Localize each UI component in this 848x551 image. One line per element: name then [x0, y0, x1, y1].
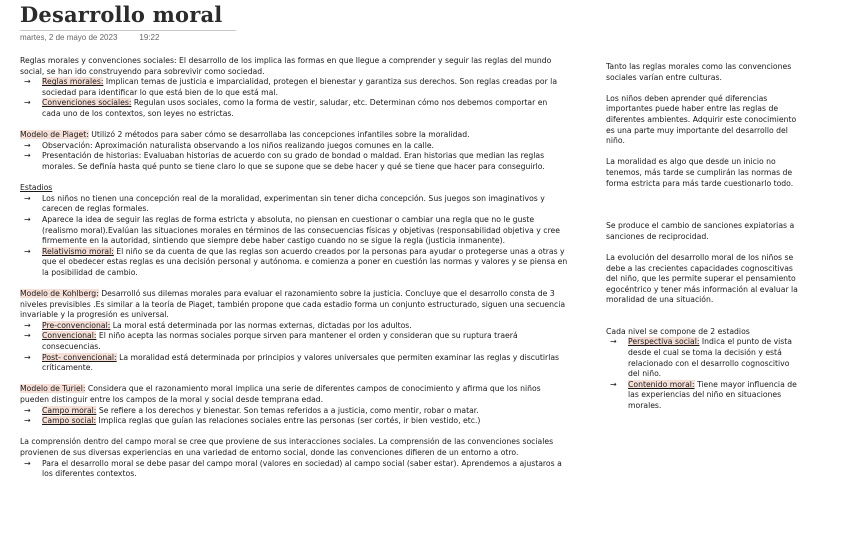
arrow-icon: →	[24, 214, 31, 224]
list-item-text: El niño se da cuenta de que las reglas son acuerdo creados por la personas para ayudar o protegerse unas a otras y que el obedecer estas reglas es una decisión personal y autónoma. e comienza a poner en cuestión las normas y valores y se piensa en la posibilidad de cambio.	[42, 246, 568, 277]
list-item	[20, 141, 568, 152]
list-item	[20, 247, 568, 279]
side-note: La moralidad es algo que desde un inicio no tenemos, más tarde se cumplirán las normas de forma estricta para más tarde cuestionarlo todo.	[606, 157, 794, 188]
arrow-icon: →	[24, 352, 31, 362]
conclusion-paragraph: La comprensión dentro del campo moral se cree que proviene de sus interacciones sociales. La comprensión de las convenciones sociales provienen de sus diversas experiencias en una variedad de entorno social, donde las convenciones difieren de un entorno a otro.	[20, 437, 554, 457]
arrow-icon: →	[610, 337, 617, 347]
kohlberg-paragraph	[20, 289, 568, 321]
arrow-icon: →	[24, 140, 31, 150]
list-item	[20, 353, 568, 374]
list-item-text: La moralidad está determinada por principios y valores universales que permiten examinar las reglas y discutirlas críticamente.	[42, 352, 560, 373]
list-item-text: Presentación de historias: Evaluaban historias de acuerdo con su grado de bondad o maldad. Eran historias que median las reglas morales. Se definía hasta qué punto se tiene claro lo que se supone que se debe hacer y qué se tiene que hacer para conseguirlo.	[42, 151, 545, 171]
list-item-text: Se refiere a los derechos y bienestar. Son temas referidos a a justicia, como mentir, robar o matar.	[96, 405, 479, 415]
turiel-paragraph	[20, 384, 568, 405]
side-note: La evolución del desarrollo moral de los niños se debe a las crecientes capacidades cognoscitivas del niño, que les permite superar el pensamiento egocéntrico y tener más información al evaluar la moralidad de una situación.	[606, 252, 798, 305]
piaget-text: Utilizó 2 métodos para saber cómo se desarrollaba las concepciones infantiles sobre la moralidad.	[88, 130, 470, 140]
term-turiel: Modelo de Turiel:	[20, 384, 86, 394]
list-item	[606, 380, 798, 412]
list-item-text: El niño acepta las normas sociales porque sirven para mantener el orden y consideran que su ruptura traerá consecuencias.	[42, 331, 518, 352]
list-item-text: Observación: Aproximación naturalista observando a los niños realizando juegos comunes en la calle.	[42, 140, 434, 150]
page-meta	[20, 33, 159, 42]
list-item	[20, 151, 568, 172]
levels-intro: Cada nivel se compone de 2 estadios	[606, 326, 750, 336]
term-pre-convencional: Pre-convencional:	[42, 320, 111, 330]
term-relativismo-moral: Relativismo moral:	[42, 246, 114, 256]
list-item-text: Aparece la idea de seguir las reglas de forma estricta y absoluta, no piensan en cuestionar o cambiar una regla que no le guste (realismo moral).Evalúan las situaciones morales en términos de las consecuencias físicas y objetivas (responsabilidad objetiva y cree firmemente en la autoridad, sintiendo que siempre debe haber castigo cuando no se sigue la regla (justicia inmanente).	[42, 214, 560, 246]
page-title: Desarrollo moral	[20, 2, 223, 27]
arrow-icon: →	[24, 320, 31, 330]
list-item-text: Indica el punto de vista desde el cual se toma la decisión y está relacionado con el desarrollo cognoscitivo del niño.	[628, 337, 793, 379]
term-convenciones-sociales: Convenciones sociales:	[42, 98, 132, 108]
list-item-text: Los niños no tienen una concepción real de la moralidad, experimentan sin tener dicha concepción. Sus juegos son imaginativos y carecen de reglas formales.	[42, 193, 545, 214]
list-item-text: Tiene mayor influencia de las experiencias del niño en situaciones morales.	[628, 379, 797, 411]
arrow-icon: →	[24, 405, 31, 415]
arrow-icon: →	[24, 416, 31, 426]
term-post-convencional: Post- convencional:	[42, 352, 117, 362]
term-kohlberg: Modelo de Kohlberg:	[20, 289, 99, 299]
arrow-icon: →	[24, 246, 31, 256]
list-item-text: Implica reglas que guían las relaciones sociales entre las personas (ser cortés, ir bien vestido, etc.)	[96, 416, 481, 426]
page-date: martes, 2 de mayo de 2023	[20, 33, 118, 42]
arrow-icon: →	[24, 331, 31, 341]
list-item	[20, 331, 568, 352]
term-piaget: Modelo de Piaget:	[20, 130, 89, 140]
side-note: Los niños deben aprender qué diferencias importantes puede haber entre las reglas de diferentes ambientes. Adquirir este conocimiento es una parte muy importante del desarrollo del niño.	[606, 93, 797, 146]
list-item	[20, 416, 568, 427]
list-item	[20, 215, 568, 247]
term-campo-social: Campo social:	[42, 416, 97, 426]
arrow-icon: →	[24, 193, 31, 203]
list-item	[20, 98, 568, 119]
intro-paragraph: Reglas morales y convenciones sociales: El desarrollo de los implica las formas en que llegue a comprender y seguir las reglas del mundo social, se han ido construyendo para sobrevivir como sociedad.	[20, 56, 552, 76]
arrow-icon: →	[24, 151, 31, 161]
term-perspectiva-social: Perspectiva social:	[628, 337, 700, 347]
arrow-icon: →	[24, 77, 31, 87]
list-item	[606, 337, 798, 379]
arrow-icon: →	[610, 379, 617, 389]
main-notes	[20, 56, 568, 480]
list-item-text: Implican temas de justicia e imparcialidad, protegen el bienestar y garantiza sus derechos. Son reglas creadas por la sociedad para identificar lo que está bien de lo que está mal.	[42, 77, 558, 97]
arrow-icon: →	[24, 458, 31, 468]
list-item	[20, 406, 568, 417]
list-item	[20, 321, 568, 332]
term-convencional: Convencional:	[42, 331, 97, 341]
piaget-paragraph	[20, 130, 568, 141]
list-item-text: Para el desarrollo moral se debe pasar del campo moral (valores en sociedad) al campo social (saber estar). Aprendemos a ajustaros a los diferentes contextos.	[42, 458, 562, 479]
side-notes	[606, 62, 798, 412]
term-reglas-morales: Reglas morales:	[42, 77, 104, 87]
turiel-text: Considera que el razonamiento moral implica una serie de diferentes campos de conocimiento y afirma que los niños pueden distinguir entre los campos de la moral y social desde temprana edad.	[20, 384, 541, 404]
list-item	[20, 459, 568, 480]
estadios-heading: Estadios	[20, 183, 53, 193]
side-note: Tanto las reglas morales como las convenciones sociales varían entre culturas.	[606, 62, 792, 82]
page-time: 19:22	[139, 33, 160, 42]
kohlberg-text: Desarrolló sus dilemas morales para evaluar el razonamiento sobre la justicia. Concluye que el desarrollo consta de 3 niveles previsibles .Es similar a la teoría de Piaget, también propone que cada estadio forma un conjunto estructurado, siguen una secuencia invariable y la progresión es universal.	[20, 289, 566, 320]
list-item	[20, 77, 568, 98]
list-item-text: Regulan usos sociales, como la forma de vestir, saludar, etc. Determinan cómo nos debemos comportar en cada uno de los contextos, son leyes no estrictas.	[42, 98, 548, 118]
arrow-icon: →	[24, 98, 31, 108]
term-contenido-moral: Contenido moral:	[628, 379, 695, 389]
side-note: Se produce el cambio de sanciones expiatorias a sanciones de reciprocidad.	[606, 221, 795, 241]
term-campo-moral: Campo moral:	[42, 405, 97, 415]
list-item-text: La moral está determinada por las normas externas, dictadas por los adultos.	[110, 320, 412, 330]
list-item	[20, 194, 568, 215]
title-divider	[20, 30, 236, 31]
